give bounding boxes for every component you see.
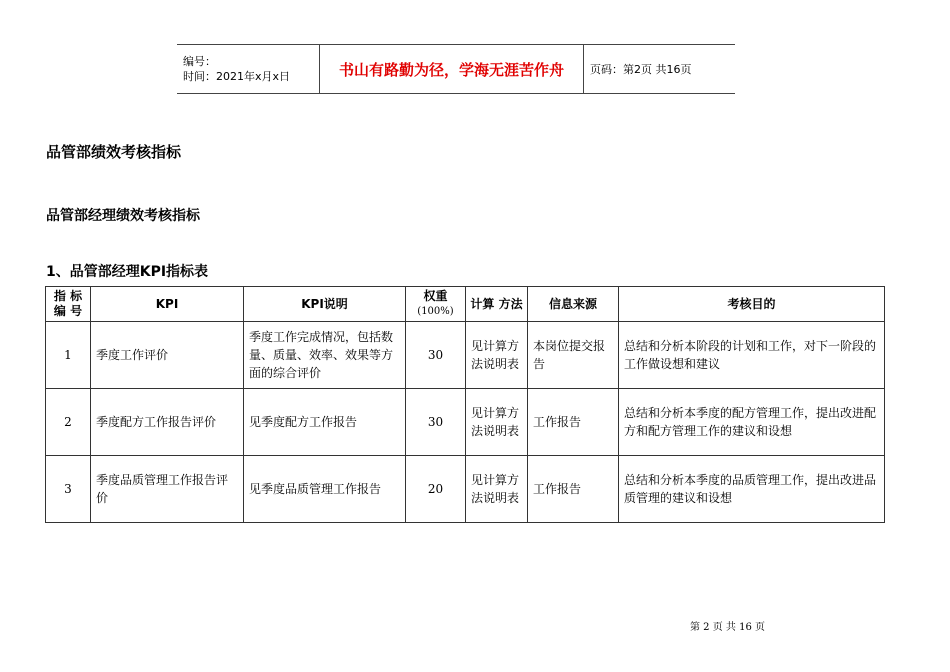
header-motto: 书山有路勤为径，学海无涯苦作舟 xyxy=(320,45,584,93)
cell-index: 2 xyxy=(46,389,91,456)
document-number-label: 编号： xyxy=(183,55,216,68)
table-row xyxy=(46,456,885,523)
header-weight xyxy=(406,287,466,322)
header-index: 指 标 编 号 xyxy=(46,287,91,322)
subsection-title: 1、品管部经理KPI指标表 xyxy=(46,264,209,280)
cell-kpi: 季度工作评价 xyxy=(91,322,244,389)
page-footer: 第 2 页 共 16 页 xyxy=(690,622,765,633)
header-weight-unit: (100%) xyxy=(417,306,454,317)
cell-kpi: 季度配方工作报告评价 xyxy=(91,389,244,456)
cell-method: 见计算方法说明表 xyxy=(466,456,528,523)
section-title: 品管部经理绩效考核指标 xyxy=(46,208,200,224)
cell-description: 见季度品质管理工作报告 xyxy=(244,456,406,523)
page-title: 品管部绩效考核指标 xyxy=(46,143,182,161)
cell-purpose: 总结和分析本季度的配方管理工作，提出改进配方和配方管理工作的建议和设想 xyxy=(619,389,885,456)
header-description: KPI说明 xyxy=(244,287,406,322)
header-page-info: 页码：第2页 共16页 xyxy=(590,63,692,76)
header-method: 计算 方法 xyxy=(466,287,528,322)
cell-source: 工作报告 xyxy=(528,456,619,523)
cell-description: 见季度配方工作报告 xyxy=(244,389,406,456)
cell-description: 季度工作完成情况，包括数量、质量、效率、效果等方面的综合评价 xyxy=(244,322,406,389)
cell-method: 见计算方法说明表 xyxy=(466,322,528,389)
table-row xyxy=(46,322,885,389)
cell-weight: 20 xyxy=(406,456,466,523)
cell-purpose: 总结和分析本阶段的计划和工作，对下一阶段的工作做设想和建议 xyxy=(619,322,885,389)
cell-source: 本岗位提交报告 xyxy=(528,322,619,389)
header-source: 信息来源 xyxy=(528,287,619,322)
cell-source: 工作报告 xyxy=(528,389,619,456)
cell-weight: 30 xyxy=(406,322,466,389)
header-purpose: 考核目的 xyxy=(619,287,885,322)
header-kpi: KPI xyxy=(91,287,244,322)
document-time-label: 时间：2021年x月x日 xyxy=(183,70,291,83)
cell-purpose: 总结和分析本季度的品质管理工作，提出改进品质管理的建议和设想 xyxy=(619,456,885,523)
cell-index: 1 xyxy=(46,322,91,389)
cell-kpi: 季度品质管理工作报告评价 xyxy=(91,456,244,523)
table-header-row xyxy=(46,287,885,322)
cell-index: 3 xyxy=(46,456,91,523)
kpi-table xyxy=(45,286,885,523)
header-meta xyxy=(177,45,320,93)
header-weight-label: 权重 xyxy=(423,289,448,303)
page-header xyxy=(177,44,735,94)
table-row xyxy=(46,389,885,456)
cell-weight: 30 xyxy=(406,389,466,456)
cell-method: 见计算方法说明表 xyxy=(466,389,528,456)
